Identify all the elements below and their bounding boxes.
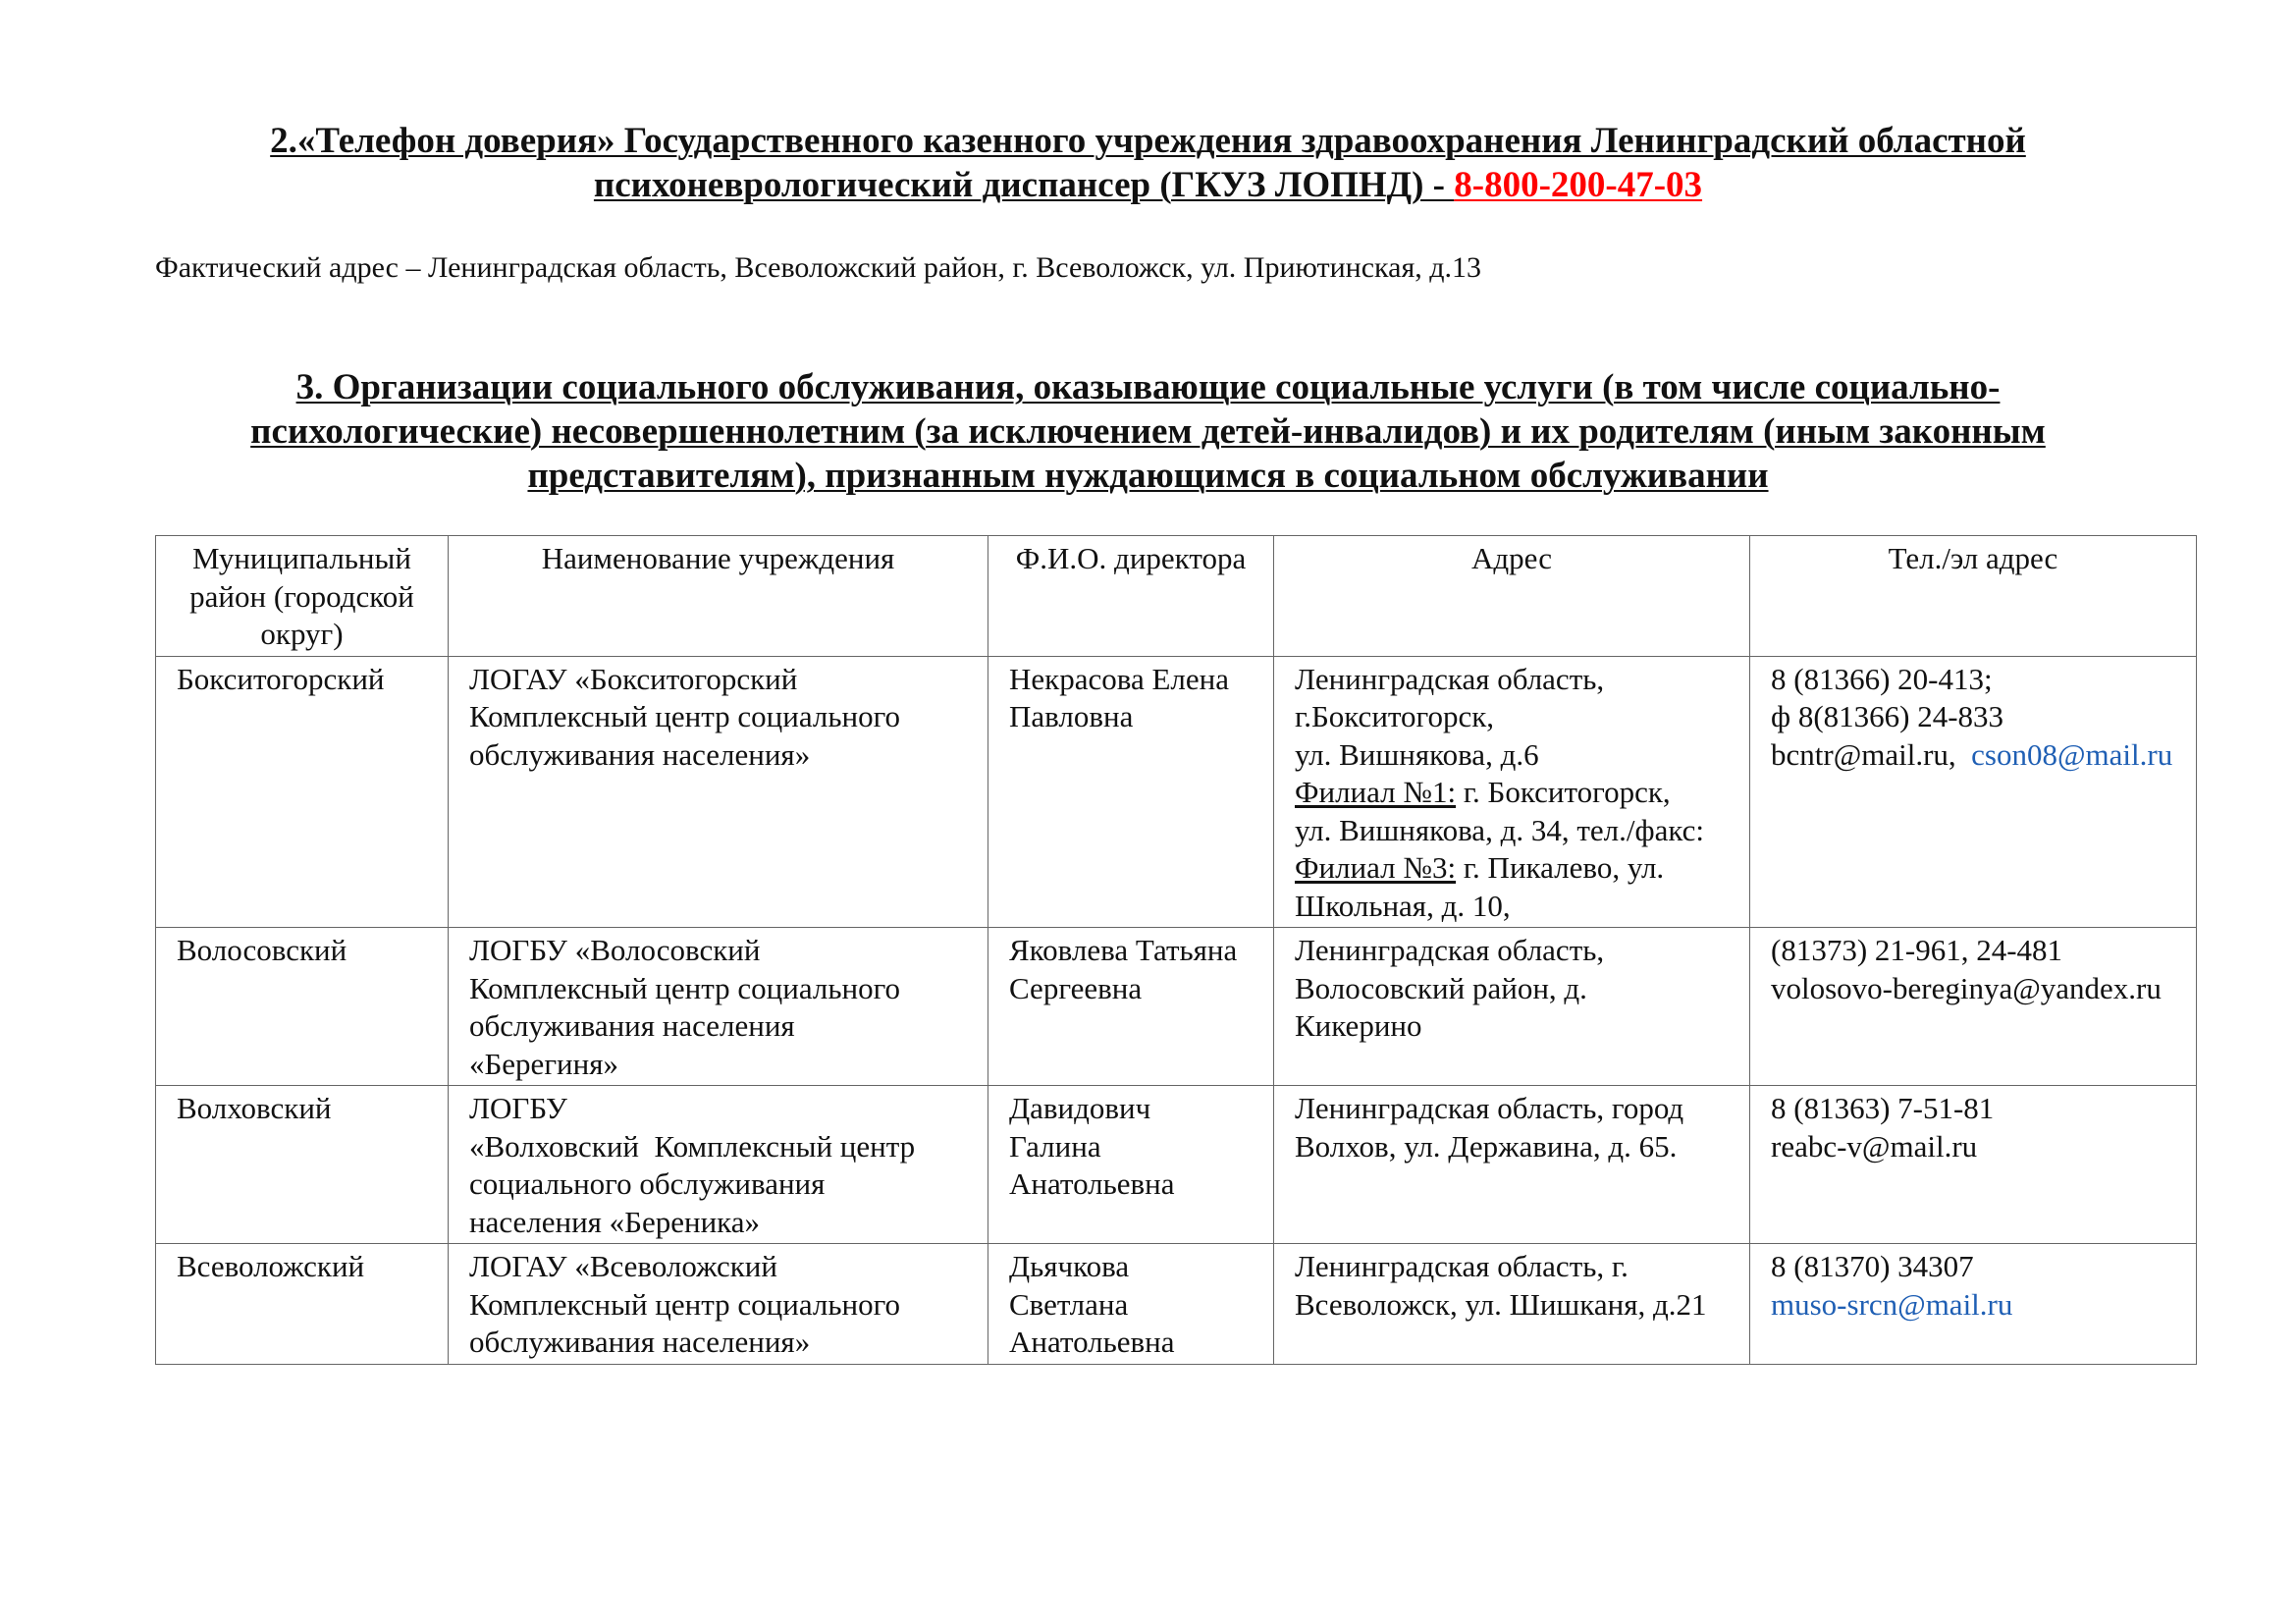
- phone: 8 (81366) 20-413;: [1771, 661, 1993, 696]
- hotline-phone[interactable]: 8-800-200-47-03: [1454, 165, 1703, 205]
- table-row: [156, 1244, 2197, 1365]
- cell-name: ЛОГБУ «Волховский Комплексный центр социального обслуживания населения «Береника»: [449, 1086, 988, 1244]
- phone: 8 (81363) 7-51-81: [1771, 1091, 1995, 1125]
- table-row: [156, 656, 2197, 928]
- cell-director: Яковлева Татьяна Сергеевна: [988, 928, 1274, 1086]
- cell-contacts: [1750, 928, 2197, 1086]
- cell-district: Бокситогорский: [156, 656, 449, 928]
- branch1-label: Филиал №1:: [1295, 775, 1457, 809]
- email: bcntr@mail.ru,: [1771, 736, 1956, 772]
- cell-address: Ленинградская область, город Волхов, ул. Державина, д. 65.: [1274, 1086, 1750, 1244]
- header-director: Ф.И.О. директора: [988, 536, 1274, 657]
- header-district: Муниципальный район (городской округ): [156, 536, 449, 657]
- section3-title-line3: представителям), признанным нуждающимся в социальном обслуживании: [527, 456, 1769, 496]
- section3-title-line2: психологические) несовершеннолетним (за исключением детей-инвалидов) и их родителям (иным законным: [250, 411, 2046, 452]
- cell-district: Волосовский: [156, 928, 449, 1086]
- email: volosovo-bereginya@yandex.ru: [1771, 970, 2162, 1005]
- cell-address: Ленинградская область, Волосовский район, д. Кикерино: [1274, 928, 1750, 1086]
- table-row: [156, 1086, 2197, 1244]
- cell-director: Некрасова Елена Павловна: [988, 656, 1274, 928]
- section3-heading: [147, 365, 2149, 498]
- cell-address: Ленинградская область, г. Всеволожск, ул. Шишканя, д.21: [1274, 1244, 1750, 1365]
- section2-heading: [147, 119, 2149, 207]
- cell-contacts: [1750, 1086, 2197, 1244]
- phone: 8 (81370) 34307: [1771, 1249, 1974, 1283]
- cell-name: ЛОГАУ «Всеволожский Комплексный центр социального обслуживания населения»: [449, 1244, 988, 1365]
- table-row: [156, 928, 2197, 1086]
- cell-district: Всеволожский: [156, 1244, 449, 1365]
- fax: ф 8(81366) 24-833: [1771, 699, 2004, 733]
- cell-district: Волховский: [156, 1086, 449, 1244]
- email-link[interactable]: muso-srcn@mail.ru: [1771, 1286, 2013, 1322]
- header-name: Наименование учреждения: [449, 536, 988, 657]
- section2-title-line2: психоневрологический диспансер (ГКУЗ ЛОПНД) -: [593, 165, 1455, 205]
- table-header-row: [156, 536, 2197, 657]
- header-contacts: Тел./эл адрес: [1750, 536, 2197, 657]
- section2-address: Фактический адрес – Ленинградская область, Всеволожский район, г. Всеволожск, ул. Приютинская, д.13: [155, 251, 1482, 284]
- organizations-table: [155, 535, 2197, 1365]
- phone: (81373) 21-961, 24-481: [1771, 933, 2063, 967]
- email-link[interactable]: cson08@mail.ru: [1971, 736, 2173, 772]
- cell-contacts: [1750, 656, 2197, 928]
- section2-title-line1: 2.«Телефон доверия» Государственного казенного учреждения здравоохранения Ленинградский областной: [270, 121, 2026, 161]
- cell-address: Ленинградская область, г.Бокситогорск, ул. Вишнякова, д.6 Филиал №1: г. Бокситогорск, ул. Вишнякова, д. 34, тел./факс: Филиал №3: г. Пикалево, ул. Школьная, д. 10,: [1274, 656, 1750, 928]
- cell-name: ЛОГАУ «Бокситогорский Комплексный центр социального обслуживания населения»: [449, 656, 988, 928]
- cell-director: Давидович Галина Анатольевна: [988, 1086, 1274, 1244]
- cell-director: Дьячкова Светлана Анатольевна: [988, 1244, 1274, 1365]
- cell-name: ЛОГБУ «Волосовский Комплексный центр социального обслуживания населения «Берегиня»: [449, 928, 988, 1086]
- email: reabc-v@mail.ru: [1771, 1128, 1978, 1164]
- cell-contacts: [1750, 1244, 2197, 1365]
- section3-title-line1: 3. Организации социального обслуживания, оказывающие социальные услуги (в том числе социально-: [295, 367, 2001, 407]
- branch3-label: Филиал №3:: [1295, 850, 1457, 885]
- header-address: Адрес: [1274, 536, 1750, 657]
